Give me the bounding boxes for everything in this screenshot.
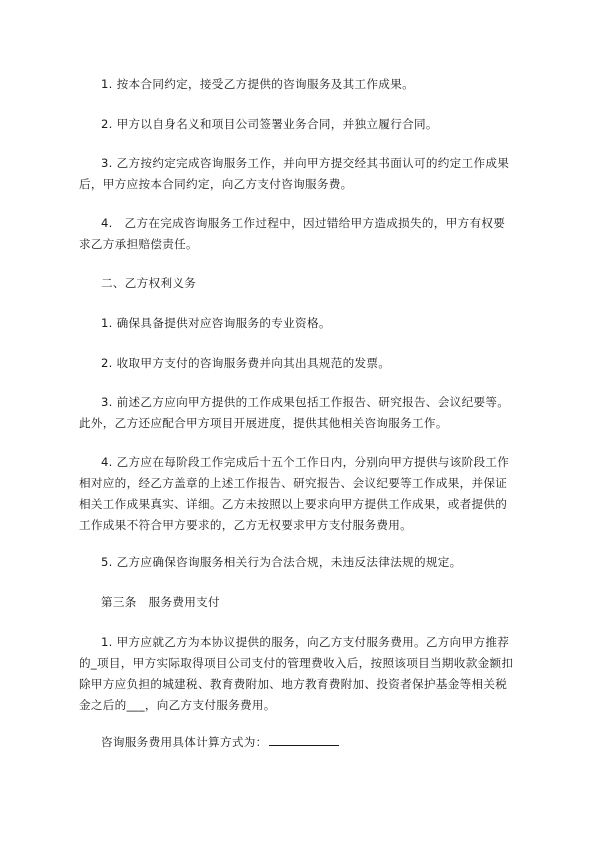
section-heading-party-b-rights: 二、乙方权利义务 [101,276,197,290]
clause-item-4: 4. 乙方在完成咨询服务工作过程中，因过错给甲方造成损失的，甲方有权要求乙方承担赔偿责任。 [79,216,506,251]
party-b-item-1: 1. 确保具备提供对应咨询服务的专业资格。 [101,316,331,330]
party-b-item-3: 3. 前述乙方应向甲方提供的工作成果包括工作报告、研究报告、会议纪要等。此外，乙方还应配合甲方项目开展进度，提供其他相关咨询服务工作。 [79,395,510,430]
clause-item-3: 3. 乙方按约定完成咨询服务工作，并向甲方提交经其书面认可的约定工作成果后，甲方应按本合同约定，向乙方支付咨询服务费。 [79,156,510,191]
fee-calculation-line [79,732,517,753]
fee-calculation-blank [269,732,339,746]
party-b-item-5: 5. 乙方应确保咨询服务相关行为合法合规，未违反法律法规的规定。 [101,555,462,569]
party-b-item-4: 4. 乙方应在每阶段工作完成后十五个工作日内，分别向甲方提供与该阶段工作相对应的，经乙方盖章的上述工作报告、研究报告、会议纪要等工作成果，并保证相关工作成果真实、详细。乙方未按照以上要求向甲方提供工作成果，或者提供的工作成果不符合甲方要求的，乙方无权要求甲方支付服务费用。 [79,455,510,532]
clause-item-1: 1. 按本合同约定，接受乙方提供的咨询服务及其工作成果。 [101,77,414,91]
fee-calculation-label: 咨询服务费用具体计算方式为： [101,735,268,749]
party-b-item-2: 2. 收取甲方支付的咨询服务费并向其出具规范的发票。 [101,356,391,370]
article-three-heading: 第三条 服务费用支付 [101,595,220,609]
clause-item-2: 2. 甲方以自身名义和项目公司签署业务合同，并独立履行合同。 [101,117,438,131]
payment-item-1: 1. 甲方应就乙方为本协议提供的服务，向乙方支付服务费用。乙方向甲方推荐的_项目，甲方实际取得项目公司支付的管理费收入后，按照该项目当期收款金额扣除甲方应负担的城建税、教育费附加、地方教育费附加、投资者保护基金等相关税金之后的___，向乙方支付服务费用。 [79,635,514,712]
